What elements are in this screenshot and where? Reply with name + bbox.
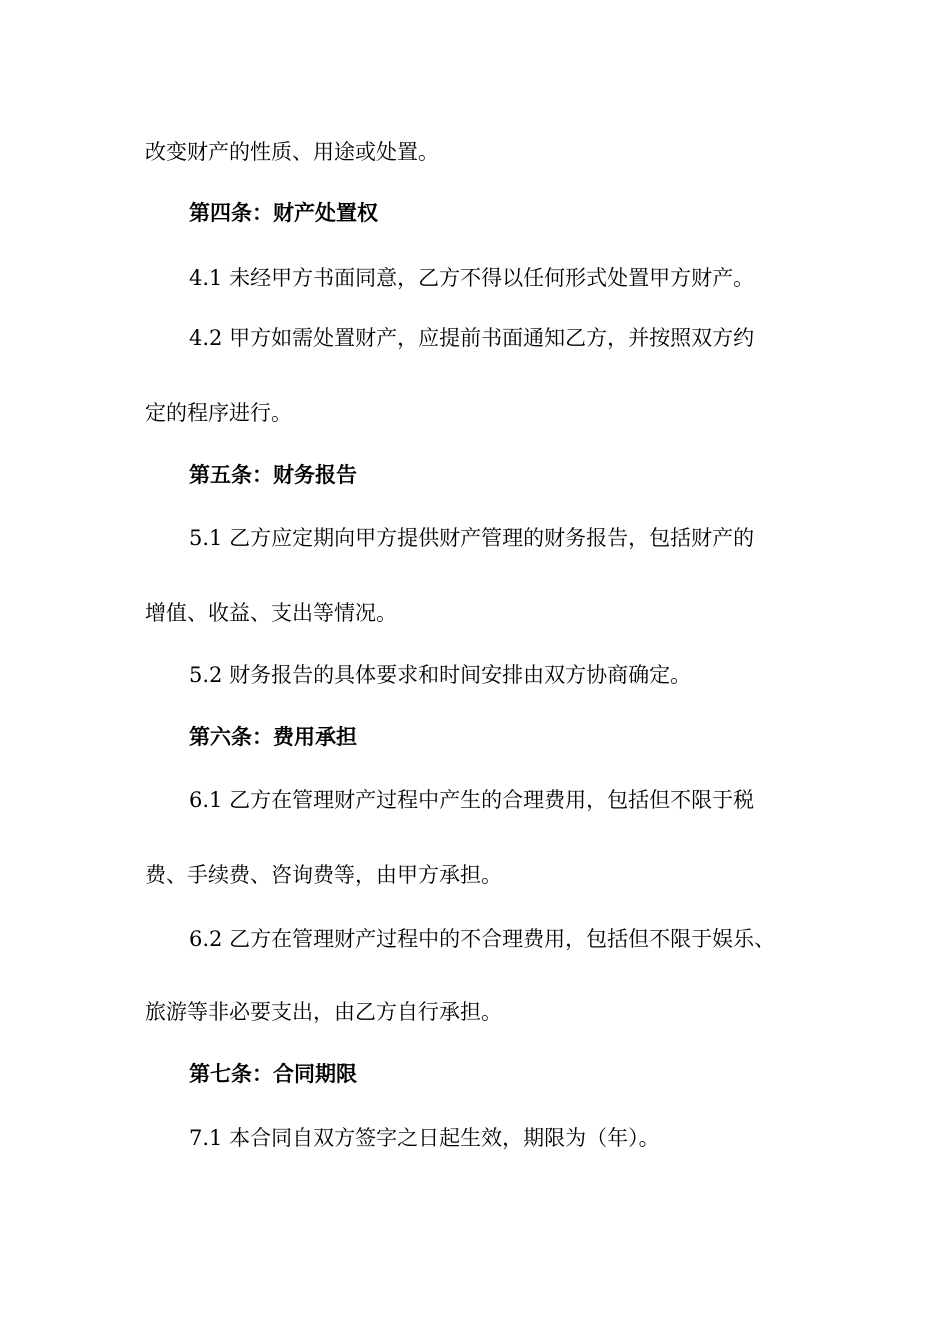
clause-4-1: 4.1 未经甲方书面同意，乙方不得以任何形式处置甲方财产。 — [189, 266, 755, 290]
article-4-heading: 第四条：财产处置权 — [189, 200, 378, 225]
clause-5-1-continuation: 增值、收益、支出等情况。 — [145, 601, 397, 625]
paragraph-continuation: 改变财产的性质、用途或处置。 — [145, 140, 439, 164]
clause-5-1: 5.1 乙方应定期向甲方提供财产管理的财务报告，包括财产的 — [189, 526, 755, 550]
clause-6-2: 6.2 乙方在管理财产过程中的不合理费用，包括但不限于娱乐、 — [189, 927, 776, 951]
clause-6-2-continuation: 旅游等非必要支出，由乙方自行承担。 — [145, 1000, 502, 1024]
article-5-heading: 第五条：财务报告 — [189, 462, 357, 487]
clause-4-2-continuation: 定的程序进行。 — [145, 401, 292, 425]
article-7-heading: 第七条：合同期限 — [189, 1061, 357, 1086]
clause-6-1: 6.1 乙方在管理财产过程中产生的合理费用，包括但不限于税 — [189, 788, 755, 812]
clause-5-2: 5.2 财务报告的具体要求和时间安排由双方协商确定。 — [189, 663, 692, 687]
clause-4-2: 4.2 甲方如需处置财产，应提前书面通知乙方，并按照双方约 — [189, 326, 755, 350]
clause-7-1: 7.1 本合同自双方签字之日起生效，期限为（年）。 — [189, 1126, 660, 1150]
clause-6-1-continuation: 费、手续费、咨询费等，由甲方承担。 — [145, 863, 502, 887]
article-6-heading: 第六条：费用承担 — [189, 724, 357, 749]
